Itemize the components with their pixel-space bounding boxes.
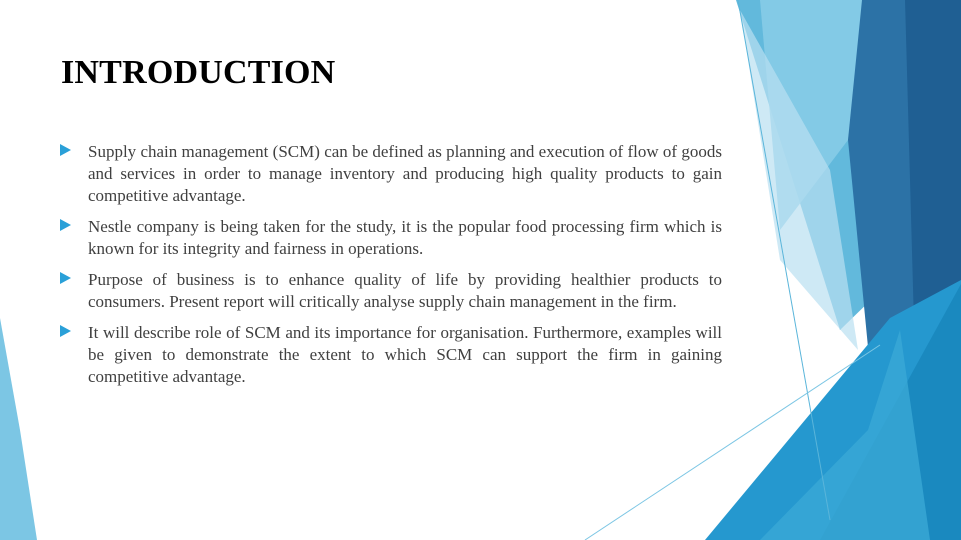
bullet-item	[60, 269, 722, 313]
bullet-text: It will describe role of SCM and its importance for organisation. Furthermore, examples will be given to demonstrate the extent to which SCM can support the firm in gaining competitive advantage.	[88, 323, 722, 386]
bullet-arrow-icon	[60, 272, 71, 284]
bullet-list	[60, 141, 722, 397]
bullet-arrow-icon	[60, 219, 71, 231]
bullet-arrow-icon	[60, 144, 71, 156]
bullet-text: Supply chain management (SCM) can be defined as planning and execution of flow of goods and services in order to manage inventory and producing high quality products to gain competitive advantage.	[88, 142, 722, 205]
bullet-arrow-icon	[60, 325, 71, 337]
bullet-text: Nestle company is being taken for the study, it is the popular food processing firm which is known for its integrity and fairness in operations.	[88, 217, 722, 258]
bullet-item	[60, 216, 722, 260]
bullet-text: Purpose of business is to enhance quality of life by providing healthier products to consumers. Present report will critically analyse supply chain management in the firm.	[88, 270, 722, 311]
left-edge-shape	[0, 318, 37, 540]
slide-title: INTRODUCTION	[61, 54, 336, 91]
bullet-item	[60, 322, 722, 388]
bullet-item	[60, 141, 722, 207]
